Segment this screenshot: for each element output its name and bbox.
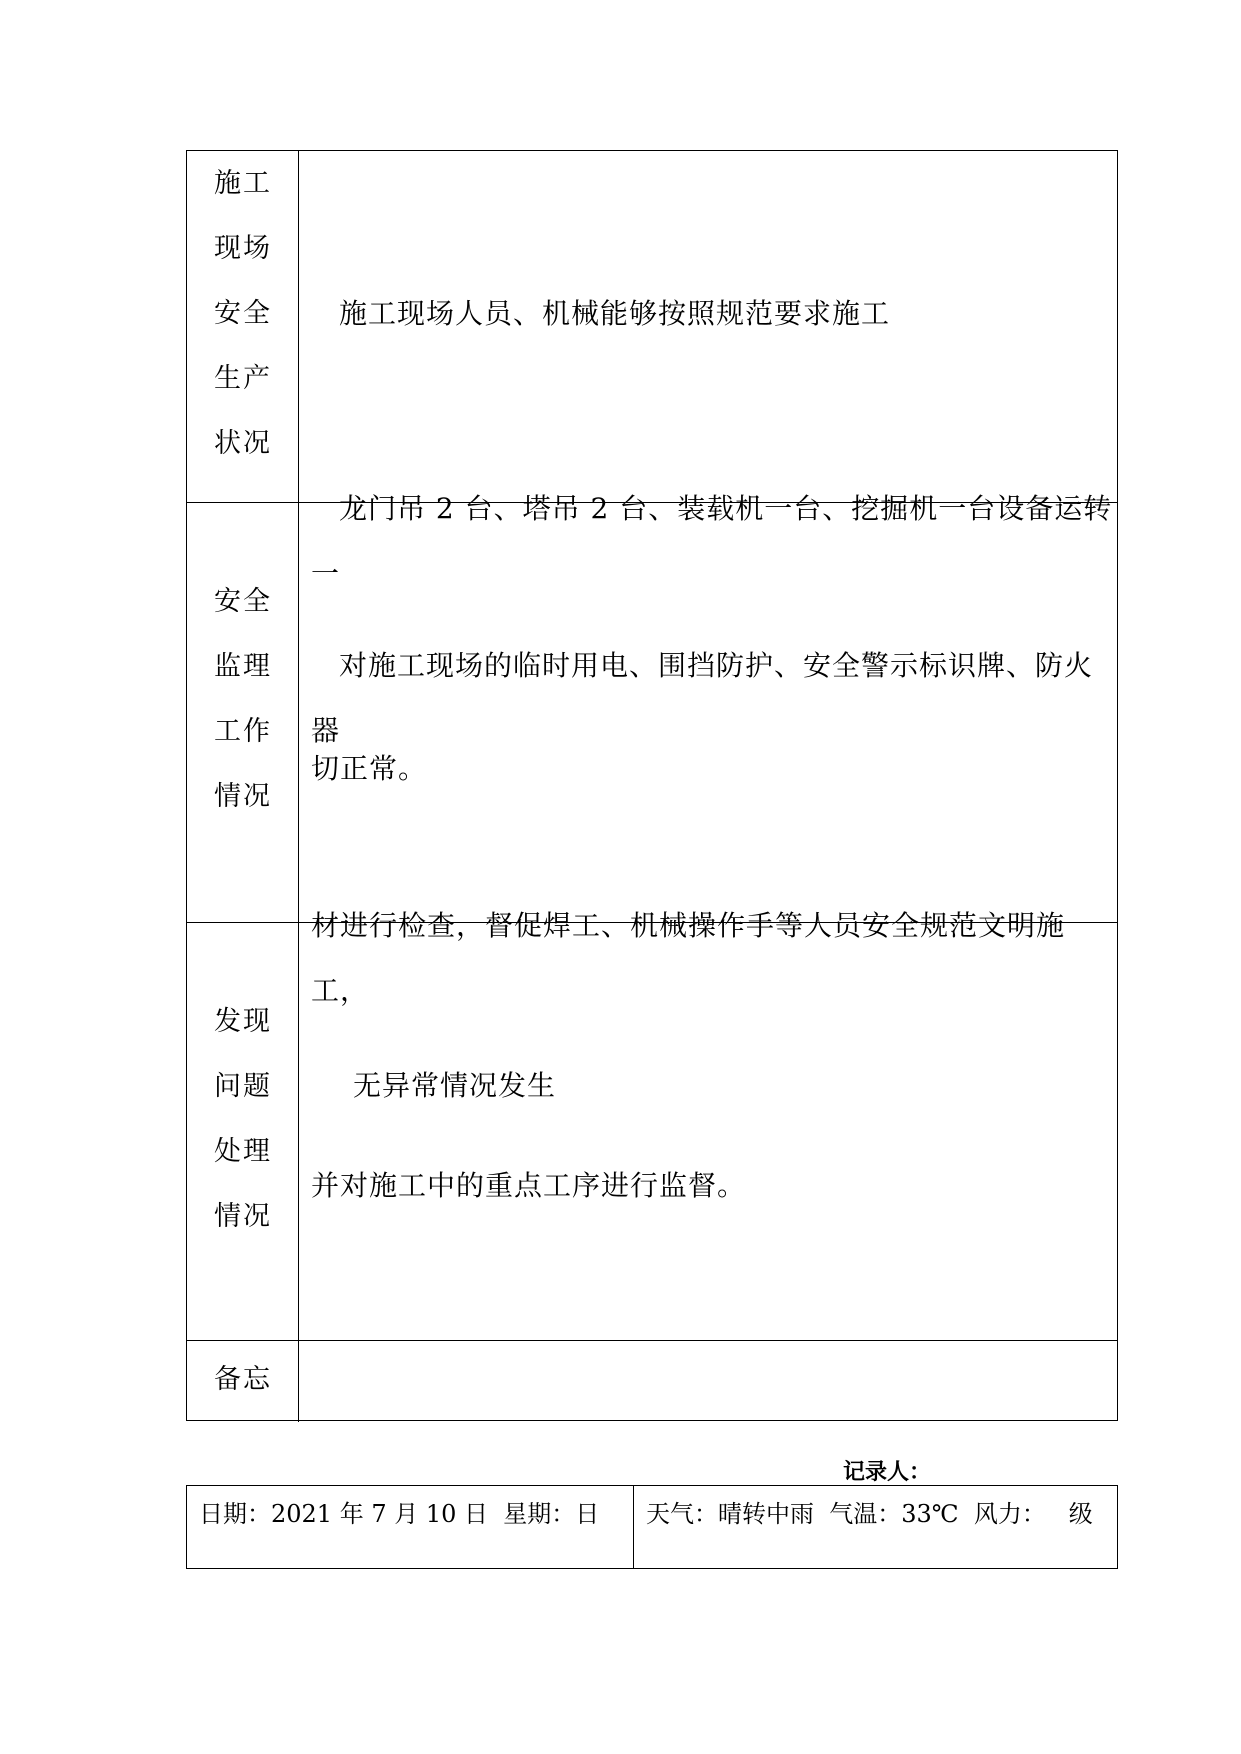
label-char: 工作	[214, 716, 272, 747]
row-label-cell	[187, 151, 299, 502]
label-char: 备忘	[214, 1364, 272, 1395]
label-char: 安全	[214, 298, 272, 329]
label-char: 情况	[214, 1201, 272, 1232]
label-char: 生产	[214, 363, 272, 394]
content-line: 并对施工中的重点工序进行监督。	[311, 1169, 747, 1202]
row-label-cell	[187, 1341, 299, 1422]
date-cell	[187, 1486, 634, 1568]
row-label	[187, 569, 299, 829]
label-char: 问题	[214, 1071, 272, 1102]
label-char: 安全	[214, 586, 272, 617]
row-label	[187, 151, 299, 476]
content-line: 龙门吊 2 台、塔吊 2 台、装载机一台、挖掘机一台设备运转一	[311, 492, 1113, 590]
log-table	[186, 150, 1118, 1421]
table-row-issues	[187, 923, 1117, 1341]
memo-content-cell	[299, 1341, 1117, 1422]
content-line: 材进行检查，督促焊工、机械操作手等人员安全规范文明施工，	[311, 909, 1066, 1007]
weather-cell	[634, 1486, 1117, 1568]
footer-table	[186, 1485, 1118, 1569]
table-row-memo	[187, 1341, 1117, 1422]
row-label	[187, 989, 299, 1249]
content-line: 切正常。	[311, 752, 428, 785]
date-text: 日期：2021 年 7 月 10 日 星期：日	[199, 1500, 600, 1528]
row-label	[187, 1347, 299, 1412]
label-char: 情况	[214, 781, 272, 812]
row-label-cell	[187, 503, 299, 922]
content-line: 施工现场人员、机械能够按照规范要求施工	[339, 297, 891, 330]
row-content-cell	[299, 923, 1117, 1340]
label-char: 处理	[214, 1136, 272, 1167]
content-line: 无异常情况发生	[353, 1069, 557, 1102]
label-char: 现场	[214, 233, 272, 264]
label-char: 施工	[214, 168, 272, 199]
label-char: 状况	[214, 428, 272, 459]
label-char: 发现	[214, 1006, 272, 1037]
row-content	[311, 923, 1117, 1248]
content-line: 对施工现场的临时用电、围挡防护、安全警示标识牌、防火器	[311, 649, 1094, 747]
row-label-cell	[187, 923, 299, 1340]
label-char: 监理	[214, 651, 272, 682]
recorder-label: 记录人：	[843, 1460, 932, 1485]
weather-text: 天气：晴转中雨 气温：33℃ 风力： 级	[646, 1500, 1093, 1528]
